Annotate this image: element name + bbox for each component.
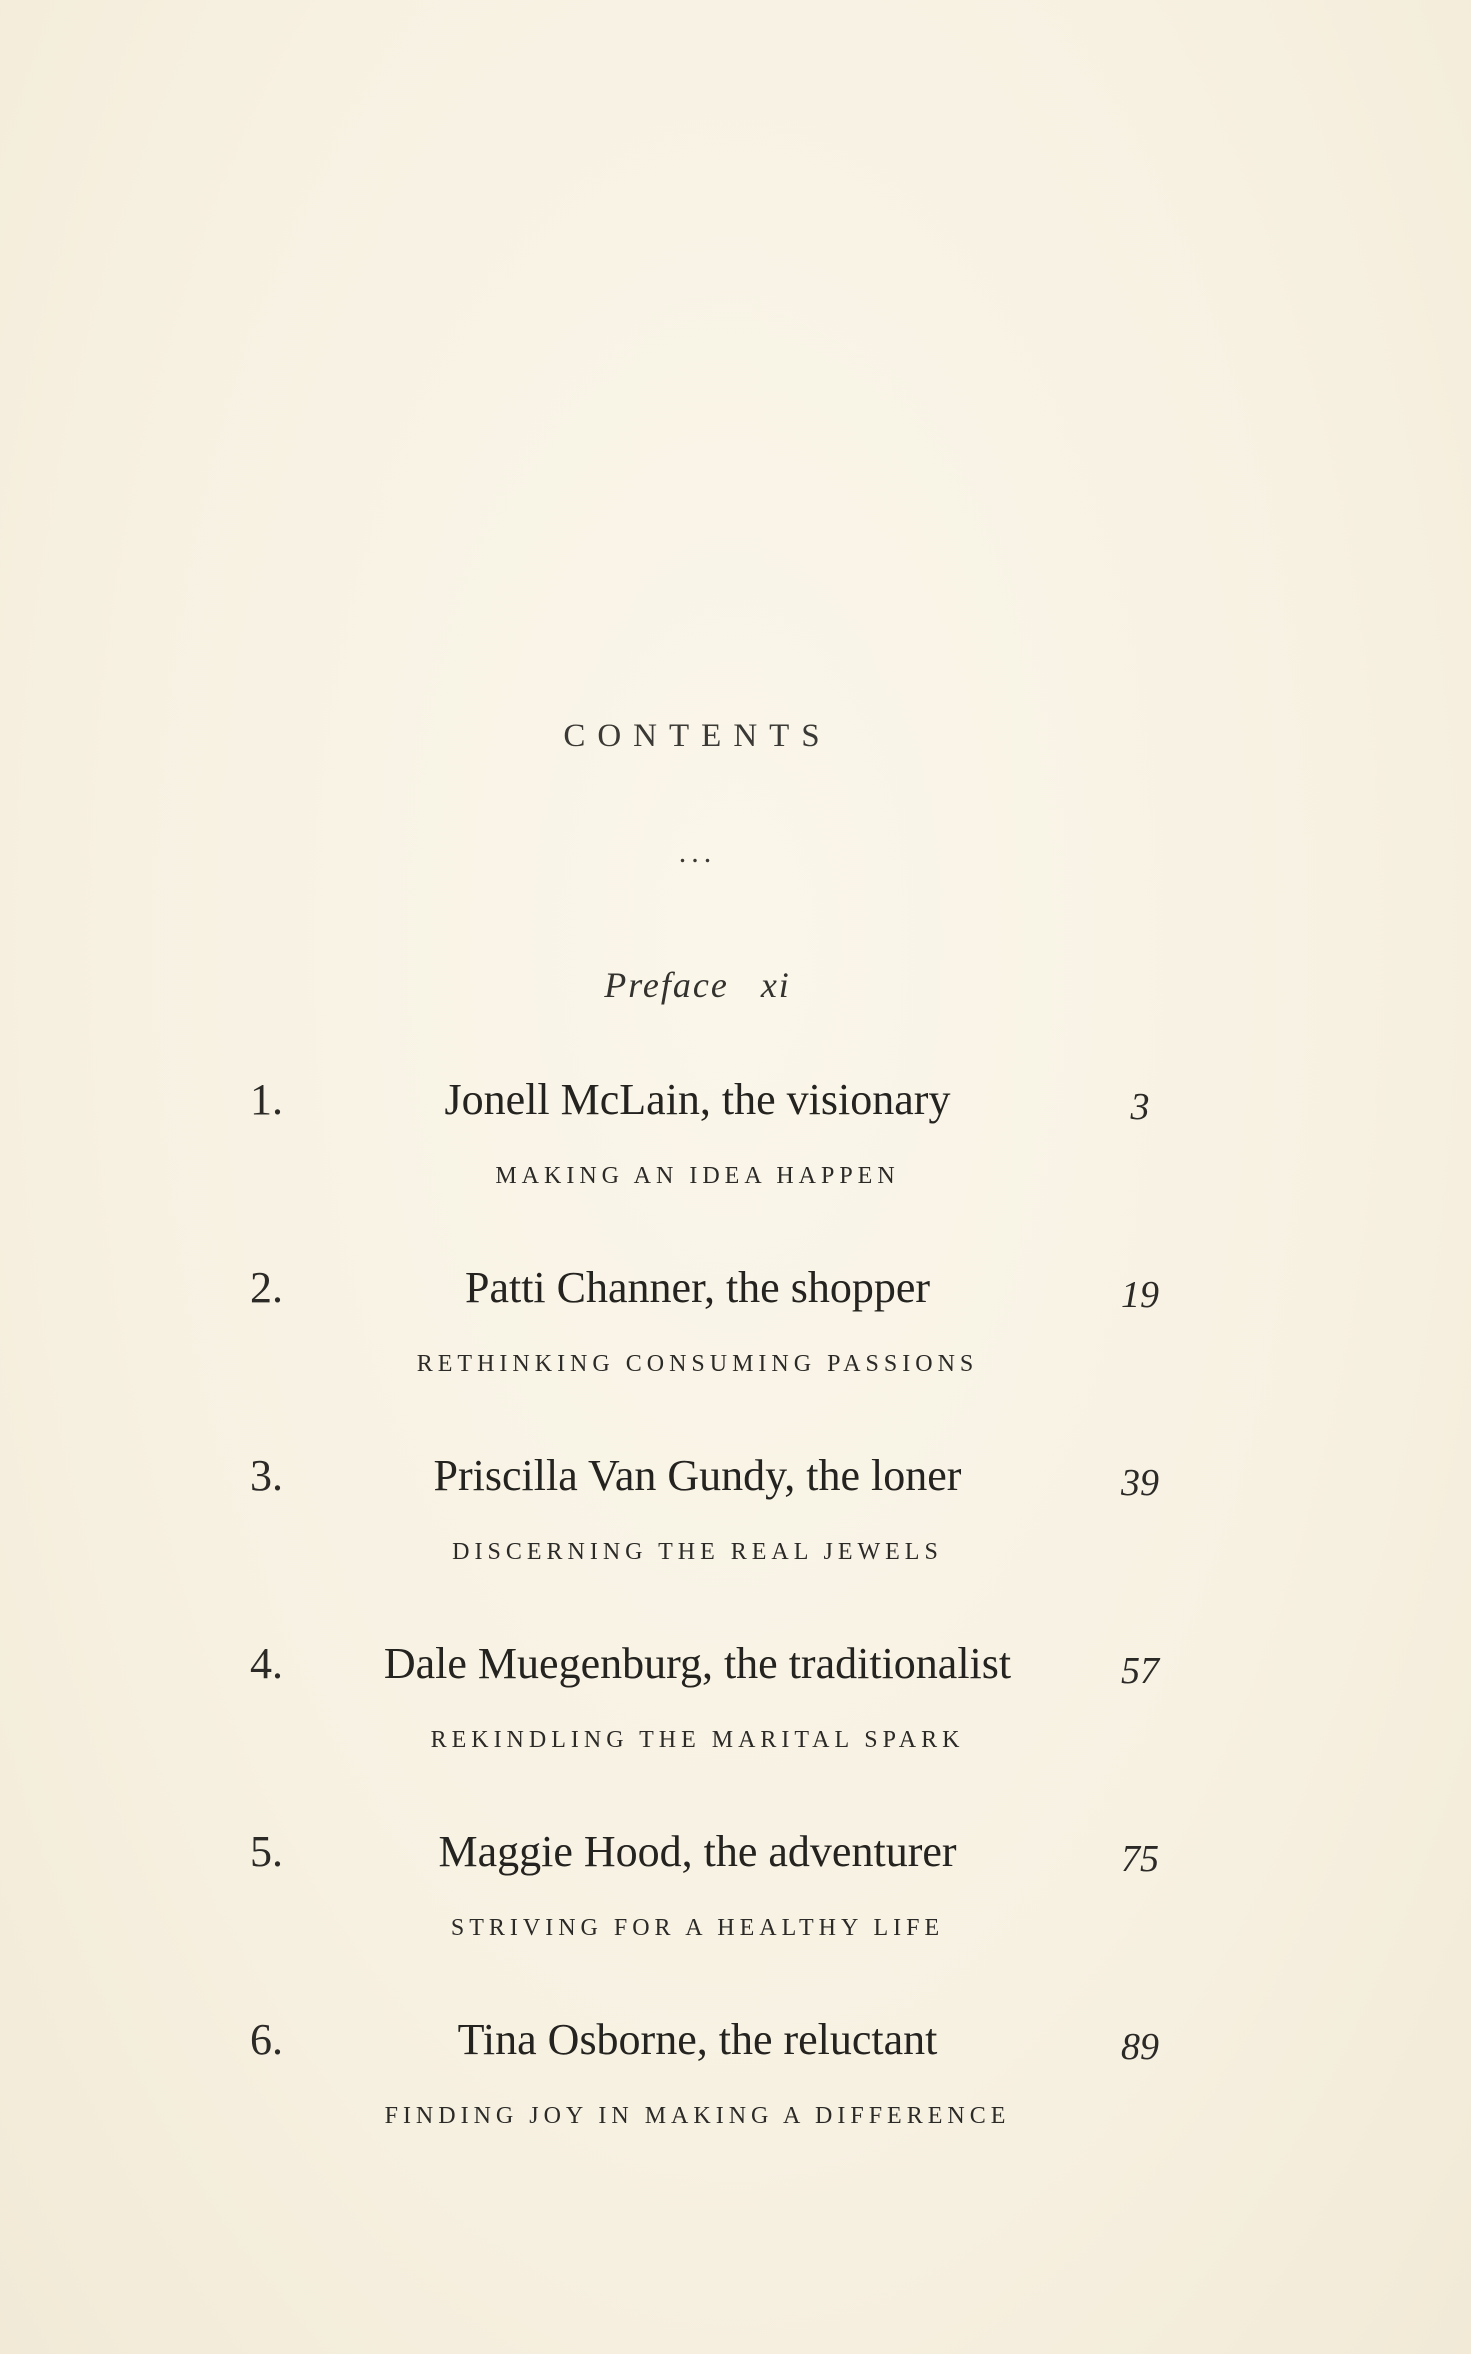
preface-page-number: xi [760,965,791,1005]
chapter-subtitle: REKINDLING THE MARITAL SPARK [430,1727,965,1753]
chapter-subtitle: RETHINKING CONSUMING PASSIONS [416,1351,979,1377]
preface-entry [0,964,1395,1006]
chapter-title: Tina Osborne, the reluctant [457,2015,938,2064]
chapter-number: 1. [250,1075,283,1124]
chapter-page-number: 75 [1121,1838,1159,1880]
chapter-number: 5. [250,1827,283,1876]
chapter-number: 2. [250,1263,283,1312]
preface-label: Preface [604,965,729,1005]
chapter-title: Dale Muegenburg, the traditionalist [383,1639,1012,1688]
chapter-subtitle: STRIVING FOR A HEALTHY LIFE [450,1915,945,1941]
toc-entry-3 [0,1451,1471,1604]
chapter-subtitle: MAKING AN IDEA HAPPEN [495,1163,900,1189]
chapter-page-number: 19 [1121,1274,1159,1316]
ornament-dots: ... [678,836,717,869]
chapter-title: Patti Channer, the shopper [464,1263,931,1312]
chapter-page-number: 89 [1121,2026,1159,2068]
toc-entry-4 [0,1639,1471,1792]
chapter-page-number: 57 [1121,1650,1159,1692]
toc-entry-2 [0,1263,1471,1416]
chapter-title: Jonell McLain, the visionary [444,1075,951,1124]
toc-entry-1 [0,1075,1471,1228]
chapter-page-number: 39 [1121,1462,1159,1504]
chapter-number: 4. [250,1639,283,1688]
contents-heading: CONTENTS [563,718,832,754]
chapter-title: Priscilla Van Gundy, the loner [433,1451,962,1500]
chapter-subtitle: DISCERNING THE REAL JEWELS [452,1539,943,1565]
toc-entry-6 [0,2015,1471,2168]
chapter-number: 3. [250,1451,283,1500]
chapter-title: Maggie Hood, the adventurer [438,1827,957,1876]
chapter-page-number: 3 [1130,1086,1150,1128]
chapter-number: 6. [250,2015,283,2064]
chapter-subtitle: FINDING JOY IN MAKING A DIFFERENCE [384,2103,1011,2129]
toc-entry-5 [0,1827,1471,1980]
